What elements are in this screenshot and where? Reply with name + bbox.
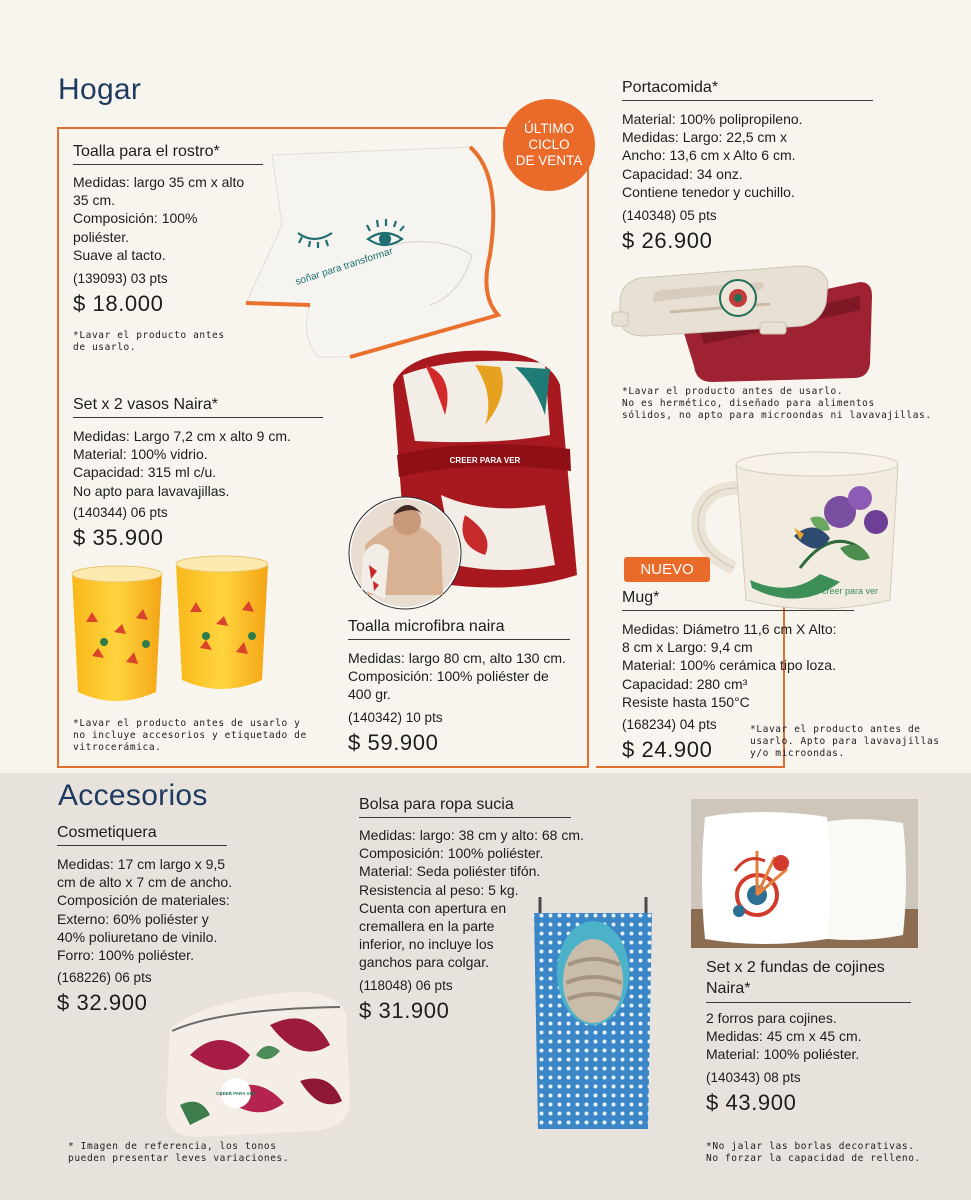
product-title-bolsa: Bolsa para ropa sucia (359, 796, 571, 818)
product-code-bolsa: (118048) 06 pts (359, 978, 453, 993)
product-price-toalla-micro: $ 59.900 (348, 730, 439, 755)
cosmetiquera-tag-text: CREER PARA VER (216, 1091, 256, 1096)
product-price-cojines: $ 43.900 (706, 1090, 797, 1115)
product-note-mug: *Lavar el producto antes de usarlo. Apto para lavavajillas y/o microondas. (750, 724, 940, 759)
toalla-print-text: soñar para transformar (294, 245, 395, 288)
product-desc-mug: Medidas: Diámetro 11,6 cm X Alto: 8 cm x Largo: 9,4 cm Material: 100% cerámica tipo loza. Capacidad: 280 cm³ Resiste hasta 150°C (622, 621, 837, 710)
product-price-vasos: $ 35.900 (73, 525, 164, 550)
product-desc-toalla-micro: Medidas: largo 80 cm, alto 130 cm. Composición: 100% poliéster de 400 gr. (348, 650, 566, 703)
product-note-toalla-rostro: *Lavar el producto antes de usarlo. (73, 330, 225, 353)
toalla-microfibra-image (345, 345, 585, 610)
ultimo-ciclo-label: ÚLTIMO CICLO DE VENTA (515, 121, 583, 168)
section-title-accesorios: Accesorios (58, 779, 208, 812)
product-note-cojines: *No jalar las borlas decorativas. No forzar la capacidad de relleno. (706, 1141, 921, 1164)
product-note-vasos: *Lavar el producto antes de usarlo y no incluye accesorios y etiquetado de vitrocerámica. (73, 718, 307, 753)
product-desc-vasos: Medidas: Largo 7,2 cm x alto 9 cm. Material: 100% vidrio. Capacidad: 315 ml c/u. No apto para lavavajillas. (73, 428, 291, 499)
product-desc-bolsa: Medidas: largo: 38 cm y alto: 68 cm. Composición: 100% poliéster. Material: Seda poliéster tifón. Resistencia al peso: 5 kg. Cuenta con apertura en cremallera en la parte inferior, no incluye los ganchos para colgar. (359, 827, 584, 971)
product-code-vasos: (140344) 06 pts (73, 505, 168, 520)
vasos-image (66, 552, 286, 712)
product-code-mug: (168234) 04 pts (622, 717, 717, 732)
mug-print-text: creer para ver (821, 586, 879, 596)
toalla-rostro-image (240, 145, 510, 365)
ultimo-ciclo-badge (503, 99, 595, 191)
product-desc-portacomida: Material: 100% polipropileno. Medidas: Largo: 22,5 cm x Ancho: 13,6 cm x Alto 6 cm. Capacidad: 34 onz. Contiene tenedor y cuchillo. (622, 111, 803, 200)
bolsa-image (528, 893, 658, 1133)
section-title-hogar: Hogar (58, 73, 142, 106)
product-code-portacomida: (140348) 05 pts (622, 208, 717, 223)
product-price-bolsa: $ 31.900 (359, 998, 450, 1023)
product-title-toalla-micro: Toalla microfibra naira (348, 618, 570, 640)
product-title-toalla-rostro: Toalla para el rostro* (73, 143, 263, 165)
product-title-portacomida: Portacomida* (622, 79, 873, 101)
product-price-mug: $ 24.900 (622, 737, 713, 762)
product-code-toalla-micro: (140342) 10 pts (348, 710, 443, 725)
product-code-toalla-rostro: (139093) 03 pts (73, 271, 168, 286)
footnote-imagen: * Imagen de referencia, los tonos pueden presentar leves variaciones. (68, 1141, 290, 1164)
product-desc-toalla-rostro: Medidas: largo 35 cm x alto 35 cm. Composición: 100% poliéster. Suave al tacto. (73, 174, 245, 263)
cosmetiquera-image (160, 985, 355, 1140)
mug-nuevo-badge (624, 557, 710, 582)
product-title-mug: Mug* (622, 589, 854, 611)
portacomida-image (610, 260, 885, 385)
product-price-portacomida: $ 26.900 (622, 228, 713, 253)
product-title-vasos: Set x 2 vasos Naira* (73, 396, 323, 418)
mug-nuevo-label: NUEVO (640, 561, 694, 578)
cojines-image (691, 799, 918, 948)
product-note-portacomida: *Lavar el producto antes de usarlo. No es hermético, diseñado para alimentos sólidos, no apto para microondas ni lavavajillas. (622, 386, 932, 421)
product-title-cosmetiquera: Cosmetiquera (57, 824, 227, 846)
product-code-cojines: (140343) 08 pts (706, 1070, 801, 1085)
product-price-toalla-rostro: $ 18.000 (73, 291, 164, 316)
toalla-band-text: CREER PARA VER (449, 456, 521, 465)
product-code-cosmetiquera: (168226) 06 pts (57, 970, 152, 985)
product-title-cojines: Set x 2 fundas de cojines Naira* (706, 957, 911, 1003)
product-desc-cojines: 2 forros para cojines. Medidas: 45 cm x 45 cm. Material: 100% poliéster. (706, 1010, 862, 1063)
product-desc-cosmetiquera: Medidas: 17 cm largo x 9,5 cm de alto x 7 cm de ancho. Composición de materiales: Externo: 60% poliéster y 40% poliuretano de vinilo. Forro: 100% poliéster. (57, 856, 233, 964)
product-price-cosmetiquera: $ 32.900 (57, 990, 148, 1015)
